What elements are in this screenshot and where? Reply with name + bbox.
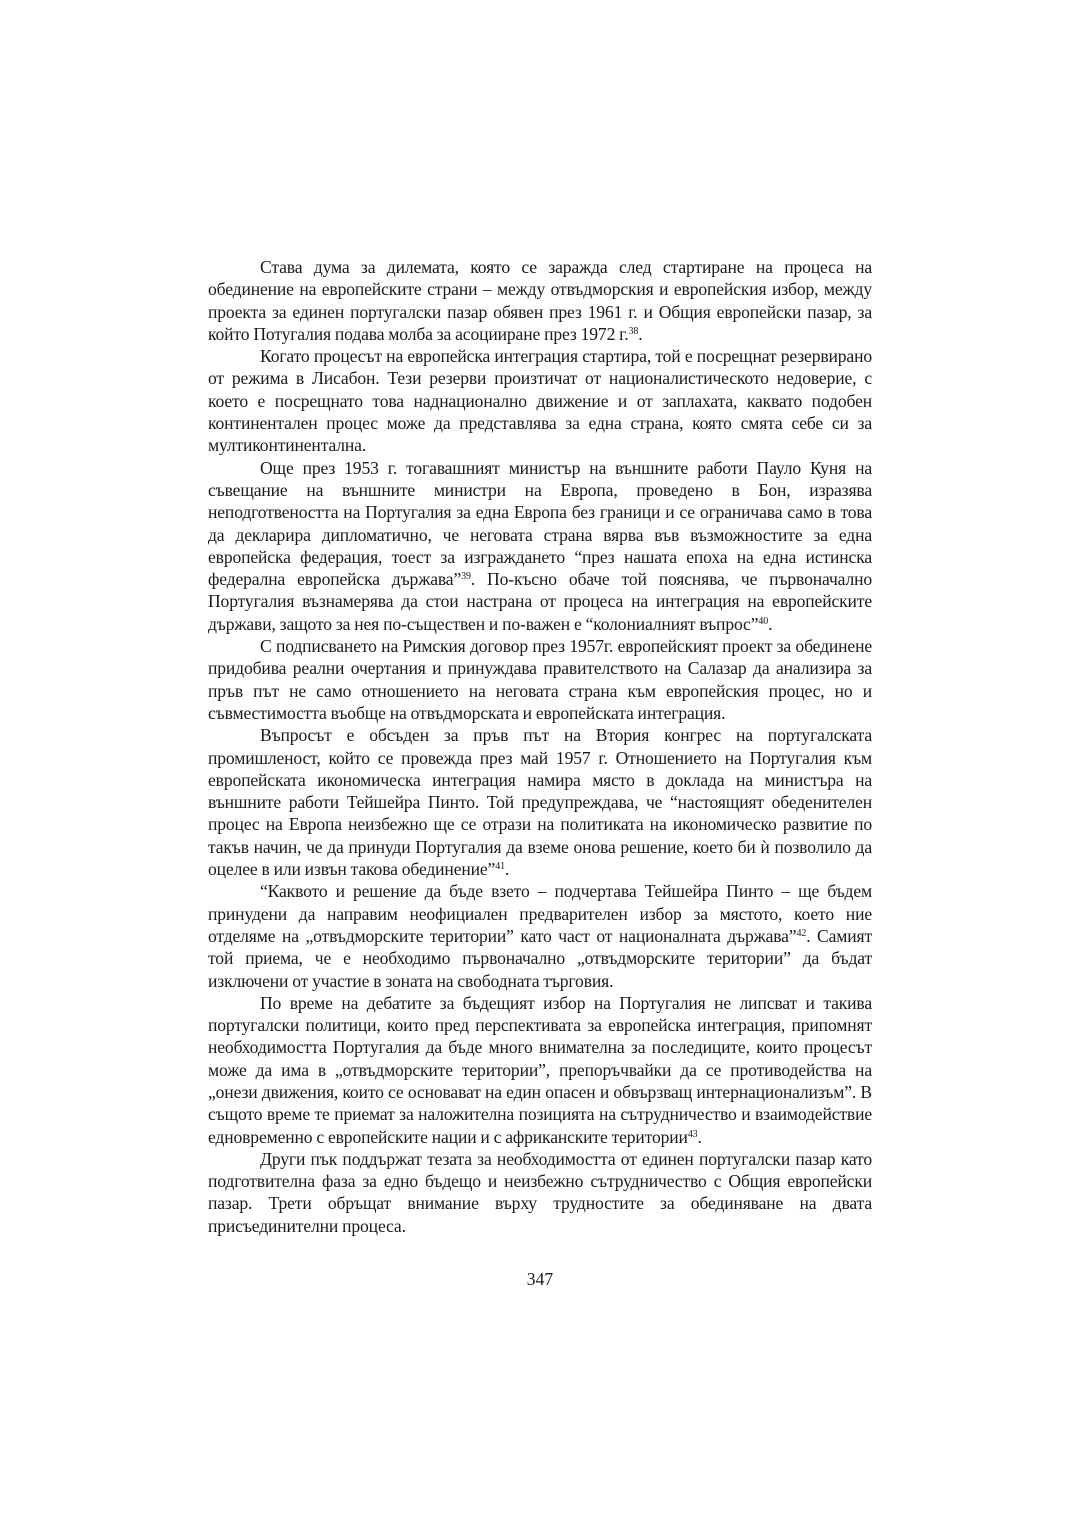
paragraph-text: Още през 1953 г. тогавашният министър на външните работи Пауло Куня на съвещание на външните министри на Европа, проведено в Бон, изразява неподготвеността на Португалия за една Европа без граници и се ограничава само в това да декларира дипломатично, че неговата страна вярва във възможностите за една европейска федерация, тоест за изграждането “през нашата епоха на една истинска федерална европейска държава” (208, 457, 872, 590)
paragraph (208, 1148, 872, 1237)
footnote-ref: 40 (758, 615, 769, 627)
paragraph-text: Става дума за дилемата, която се заражда след стартиране на процеса на обединение на европейските страни – между отвъдморския и европейския избор, между проекта за единен португалски пазар обявен през 1961 г. и Общия европейски пазар, за който Потугалия подава молба за асоцииране през 1972 г. (208, 257, 872, 344)
paragraph (208, 345, 872, 456)
footnote-ref: 42 (796, 927, 807, 939)
paragraph-tail: . (697, 1126, 702, 1147)
paragraph-tail: . (638, 323, 643, 344)
footnote-ref: 38 (628, 325, 639, 337)
paragraph (208, 635, 872, 724)
body-text (208, 256, 872, 1237)
paragraph (208, 256, 872, 345)
paragraph-text: Когато процесът на европейска интеграция стартира, той е посрещнат резервирано от режима в Лисабон. Тези резерви произтичат от националистическото недоверие, с което е посрещнато това наднационално движение и от заплахата, каквато подобен континентален процес може да представлява за една страна, която смята себе си за мултиконтинентална. (208, 346, 872, 456)
paragraph (208, 457, 872, 635)
paragraph-text: С подписването на Римския договор през 1957г. европейският проект за обединене придобива реални очертания и принуждава правителството на Салазар да анализира за пръв път не само отношението на неговата страна към европейския процес, но и съвместимостта въобще на отвъдморската и европейската интеграция. (208, 636, 872, 723)
footnote-ref: 39 (461, 571, 471, 583)
paragraph-tail: . (768, 613, 773, 634)
paragraph-text: Други пък поддържат тезата за необходимостта от единен португалски пазар като подготвителна фаза за едно бъдещо и неизбежно сътрудничество с Общия европейски пазар. Трети обръщат внимание върху трудностите за обединяване на двата присъединителни процеса. (208, 1148, 872, 1236)
page-number: 347 (526, 1269, 554, 1289)
paragraph (208, 724, 872, 880)
paragraph-text-continued: . По-късно обаче той пояснява, че първоначално Португалия възнамерява да стои настрана от процеса на интеграция на европейските държави, защото за нея по-съществен и по-важен е “колониалният въпрос” (208, 569, 873, 634)
footnote-ref: 43 (687, 1128, 698, 1140)
footnote-ref: 41 (495, 861, 505, 873)
paragraph-text: По време на дебатите за бъдещият избор на Португалия не липсват и такива португалски политици, които пред перспективата за европейска интеграция, припомнят необходимостта Португалия да бъде много внимателна за последиците, които процесът може да има в „отвъдморските територии”, препоръчвайки да се противодейства на „онези движения, които се основават на един опасен и обвързващ интернационализъм”. В същото време те приемат за наложителна позицията на сътрудничество и взаимодействие едновременно с европейските нации и с африканските територии (208, 992, 872, 1147)
paragraph-text-continued: . Самият той приема, че е необходимо първоначално „отвъдморските територии” да бъдат изключени от участие в зоната на свободната търговия. (208, 925, 873, 991)
paragraph (208, 880, 872, 991)
paragraph (208, 992, 872, 1148)
paragraph-text: “Каквото и решение да бъде взето – подчертава Тейшейра Пинто – ще бъдем принудени да направим неофициален предварителен избор за мястото, което ние отделяме на „отвъдморските територии” като част от националната държава” (208, 881, 872, 946)
paragraph-text: Въпросът е обсъден за пръв път на Втория конгрес на португалската промишленост, който се провежда през май 1957 г. Отношението на Португалия към европейската икономическа интеграция намира място в доклада на министъра на външните работи Тейшейра Пинто. Той предупреждава, че “настоящият обеденителен процес на Европа неизбежно ще се отрази на политиката на икономическо развитие по такъв начин, че да принуди Португалия да вземе онова решение, което би ѝ позволило да оцелее в или извън такова обединение” (208, 725, 872, 880)
paragraph-tail: . (504, 859, 510, 880)
